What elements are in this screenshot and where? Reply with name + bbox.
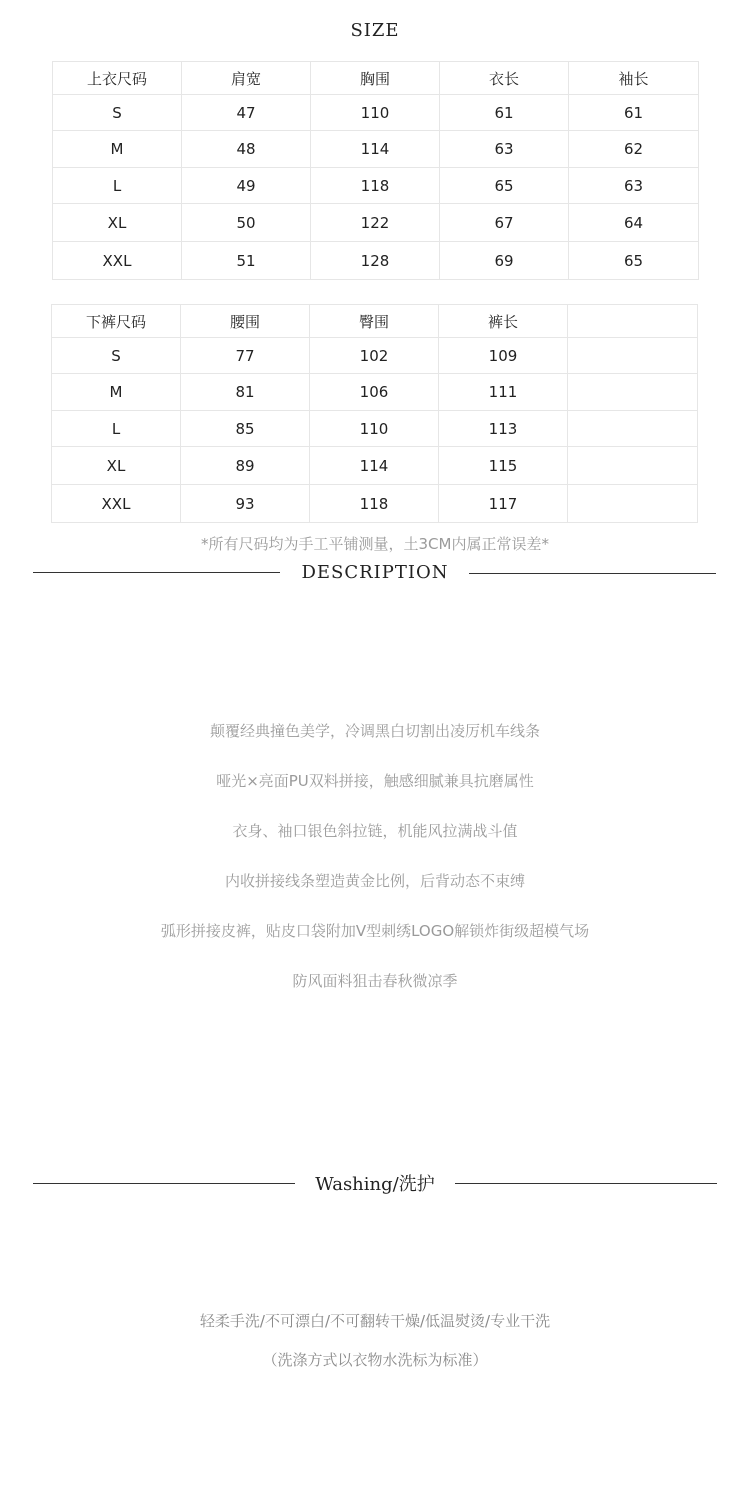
- table-cell: 118: [311, 168, 440, 204]
- table-cell: [568, 447, 698, 485]
- table-cell: 113: [439, 411, 568, 447]
- table-cell: M: [53, 131, 182, 168]
- table-cell: 69: [440, 242, 569, 280]
- table-cell: 64: [569, 204, 699, 242]
- table-cell: 102: [310, 338, 439, 374]
- table-cell: 106: [310, 374, 439, 411]
- table-cell: 110: [310, 411, 439, 447]
- table-row: [52, 447, 698, 485]
- description-line: 防风面料狙击春秋微凉季: [292, 972, 458, 990]
- table-cell: 115: [439, 447, 568, 485]
- table-cell: XXL: [52, 485, 181, 523]
- table-cell: 81: [181, 374, 310, 411]
- description-line: 内收拼接线条塑造黄金比例，后背动态不束缚: [224, 872, 525, 890]
- description-line: 衣身、袖口银色斜拉链，机能风拉满战斗值: [232, 822, 518, 840]
- table-cell: S: [52, 338, 181, 374]
- header-cell: [568, 305, 698, 338]
- table-cell: 48: [182, 131, 311, 168]
- header-cell: 下裤尺码: [52, 305, 181, 338]
- description-line: 哑光×亮面PU双料拼接，触感细腻兼具抗磨属性: [216, 772, 534, 790]
- header-cell: 裤长: [439, 305, 568, 338]
- size-measurement-note: *所有尺码均为手工平铺测量，土3CM内属正常误差*: [201, 535, 549, 553]
- table-cell: 49: [182, 168, 311, 204]
- table-cell: [568, 374, 698, 411]
- table-row: [53, 168, 699, 204]
- bottom-size-table: [51, 304, 698, 523]
- header-cell: 上衣尺码: [53, 62, 182, 95]
- description-line: 颠覆经典撞色美学，冷调黑白切割出凌厉机车线条: [209, 722, 540, 740]
- table-row: [53, 242, 699, 280]
- table-cell: 65: [569, 242, 699, 280]
- table-cell: 61: [569, 95, 699, 131]
- divider-line-right: [469, 573, 716, 574]
- table-cell: S: [53, 95, 182, 131]
- table-row: [53, 95, 699, 131]
- table-cell: 89: [181, 447, 310, 485]
- table-cell: 114: [311, 131, 440, 168]
- table-cell: L: [52, 411, 181, 447]
- table-cell: 62: [569, 131, 699, 168]
- table-header-row: [53, 62, 699, 95]
- table-row: [52, 411, 698, 447]
- table-cell: 111: [439, 374, 568, 411]
- table-cell: 77: [181, 338, 310, 374]
- header-cell: 腰围: [181, 305, 310, 338]
- table-cell: 110: [311, 95, 440, 131]
- table-cell: [568, 338, 698, 374]
- table-cell: L: [53, 168, 182, 204]
- table-cell: [568, 411, 698, 447]
- table-row: [53, 204, 699, 242]
- size-title: SIZE: [350, 20, 400, 41]
- table-cell: 63: [569, 168, 699, 204]
- table-cell: XXL: [53, 242, 182, 280]
- table-cell: 114: [310, 447, 439, 485]
- description-line: 弧形拼接皮裤，贴皮口袋附加V型刺绣LOGO解锁炸街级超模气场: [160, 922, 590, 940]
- table-cell: 47: [182, 95, 311, 131]
- washing-header: [0, 1170, 750, 1198]
- table-cell: 122: [311, 204, 440, 242]
- table-cell: 93: [181, 485, 310, 523]
- header-cell: 肩宽: [182, 62, 311, 95]
- washing-note: （洗涤方式以衣物水洗标为标准）: [262, 1351, 488, 1369]
- table-cell: 51: [182, 242, 311, 280]
- table-row: [52, 338, 698, 374]
- table-cell: 50: [182, 204, 311, 242]
- washing-title: Washing/洗护: [315, 1174, 435, 1195]
- table-row: [53, 131, 699, 168]
- table-cell: M: [52, 374, 181, 411]
- table-cell: 117: [439, 485, 568, 523]
- header-cell: 袖长: [569, 62, 699, 95]
- header-cell: 胸围: [311, 62, 440, 95]
- top-size-table: [52, 61, 699, 280]
- description-title: DESCRIPTION: [301, 562, 449, 583]
- table-cell: 65: [440, 168, 569, 204]
- description-header: [0, 562, 750, 588]
- table-header-row: [52, 305, 698, 338]
- washing-instruction: 轻柔手洗/不可漂白/不可翻转干燥/低温熨烫/专业干洗: [199, 1312, 551, 1330]
- table-cell: XL: [52, 447, 181, 485]
- table-cell: 67: [440, 204, 569, 242]
- table-cell: 61: [440, 95, 569, 131]
- divider-line-right: [455, 1183, 717, 1184]
- table-cell: 128: [311, 242, 440, 280]
- header-cell: 臀围: [310, 305, 439, 338]
- table-cell: 118: [310, 485, 439, 523]
- table-row: [52, 374, 698, 411]
- table-cell: XL: [53, 204, 182, 242]
- table-row: [52, 485, 698, 523]
- table-cell: 63: [440, 131, 569, 168]
- table-cell: 109: [439, 338, 568, 374]
- table-cell: 85: [181, 411, 310, 447]
- header-cell: 衣长: [440, 62, 569, 95]
- table-cell: [568, 485, 698, 523]
